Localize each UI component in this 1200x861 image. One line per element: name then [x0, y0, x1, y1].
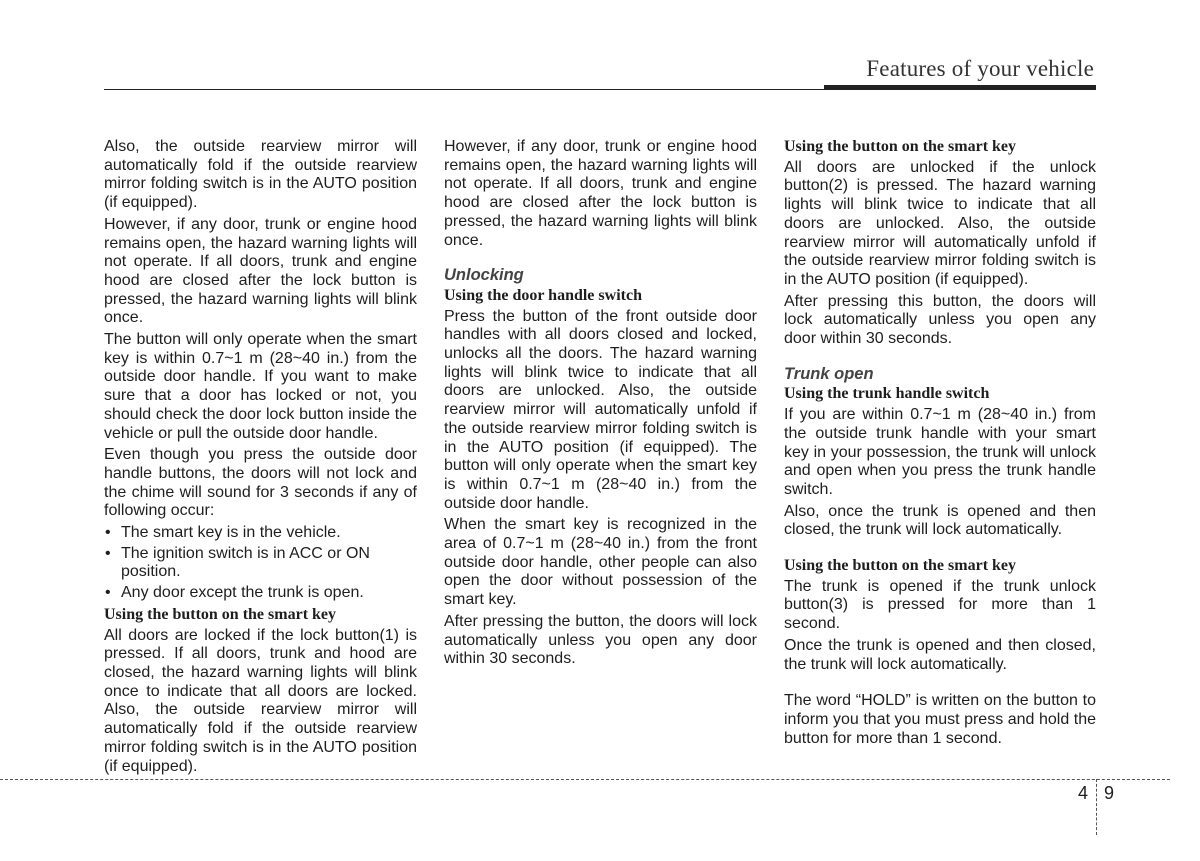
paragraph: However, if any door, trunk or engine hood remains open, the hazard warning lights will not operate. If all doors, trunk and engine hood are closed after the lock button is pressed, the hazard warning lights will blink once. [104, 215, 417, 327]
column-3 [784, 138, 1096, 751]
page-number: 9 [1104, 783, 1115, 803]
paragraph: The trunk is opened if the trunk unlock button(3) is pressed for more than 1 second. [784, 577, 1096, 633]
paragraph: All doors are unlocked if the unlock button(2) is pressed. The hazard warning lights will blink twice to indicate that all doors are unlocked. Also, the outside rearview mirror will automatically unfold if the outside rearview mirror folding switch is in the AUTO position (if equipped). [784, 158, 1096, 288]
header-rule [104, 89, 824, 90]
paragraph: If you are within 0.7~1 m (28~40 in.) from the outside trunk handle with your smart key in your possession, the trunk will unlock and open when you press the trunk handle switch. [784, 406, 1096, 498]
paragraph: The button will only operate when the smart key is within 0.7~1 m (28~40 in.) from the outside door handle. If you want to make sure that a door has locked or not, you should check the door lock button inside the vehicle or pull the outside door handle. [104, 331, 417, 442]
paragraph: When the smart key is recognized in the area of 0.7~1 m (28~40 in.) from the front outside door handle, other people can also open the door without possession of the smart key. [444, 516, 757, 609]
subheading: Using the button on the smart key [104, 605, 337, 623]
subheading: Using the trunk handle switch [784, 385, 990, 403]
list-item: • Any door except the trunk is open. [104, 584, 417, 603]
list-item: • The smart key is in the vehicle. [104, 524, 417, 543]
paragraph: After pressing the button, the doors will lock automatically unless you open any door within 30 seconds. [444, 612, 757, 668]
paragraph: Press the button of the front outside door handles with all doors closed and locked, unlocks all the doors. The hazard warning lights will blink twice to indicate that all doors are unlocked. Also, the outside rearview mirror will automatically unfold if the outside rearview mirror folding switch is in the AUTO position (if equipped). The button will only operate when the smart key is within 0.7~1 m (28~40 in.) from the outside door handle. [444, 307, 757, 512]
header-rule-accent [824, 85, 1096, 90]
section-heading-trunk-open: Trunk open [784, 364, 874, 383]
paragraph: Even though you press the outside door handle buttons, the doors will not lock and the chime will sound for 3 seconds if any of following occur: [104, 446, 417, 520]
paragraph: All doors are locked if the lock button(1) is pressed. If all doors, trunk and hood are closed, the hazard warning lights will blink once to indicate that all doors are locked. Also, the outside rearview mirror will automatically fold if the outside rearview mirror folding switch is in the AUTO position (if equipped). [104, 626, 417, 775]
section-heading-unlocking: Unlocking [444, 266, 524, 285]
paragraph: After pressing this button, the doors will lock automatically unless you open any door within 30 seconds. [784, 292, 1096, 348]
list-item: • The ignition switch is in ACC or ON position. [104, 545, 417, 582]
paragraph: However, if any door, trunk or engine hood remains open, the hazard warning lights will not operate. If all doors, trunk and engine hood are closed after the lock button is pressed, the hazard warning lights will blink once. [444, 138, 757, 249]
footer-rule [0, 779, 1170, 780]
header-title: Features of your vehicle [866, 56, 1094, 81]
column-2 [444, 138, 757, 672]
condition-list [104, 524, 417, 603]
paragraph: Once the trunk is opened and then closed, the trunk will lock automatically. [784, 636, 1096, 673]
paragraph: Also, once the trunk is opened and then closed, the trunk will lock automatically. [784, 502, 1096, 539]
subheading: Using the button on the smart key [784, 138, 1017, 155]
subheading: Using the door handle switch [444, 286, 642, 304]
footer-divider [1096, 779, 1097, 835]
paragraph: The word “HOLD” is written on the button to inform you that you must press and hold the button for more than 1 second. [784, 692, 1096, 747]
subheading: Using the button on the smart key [784, 557, 1017, 575]
paragraph: Also, the outside rearview mirror will automatically fold if the outside rearview mirror folding switch is in the AUTO position (if equipped). [104, 138, 417, 212]
chapter-number: 4 [1078, 783, 1089, 803]
column-1 [104, 138, 417, 779]
